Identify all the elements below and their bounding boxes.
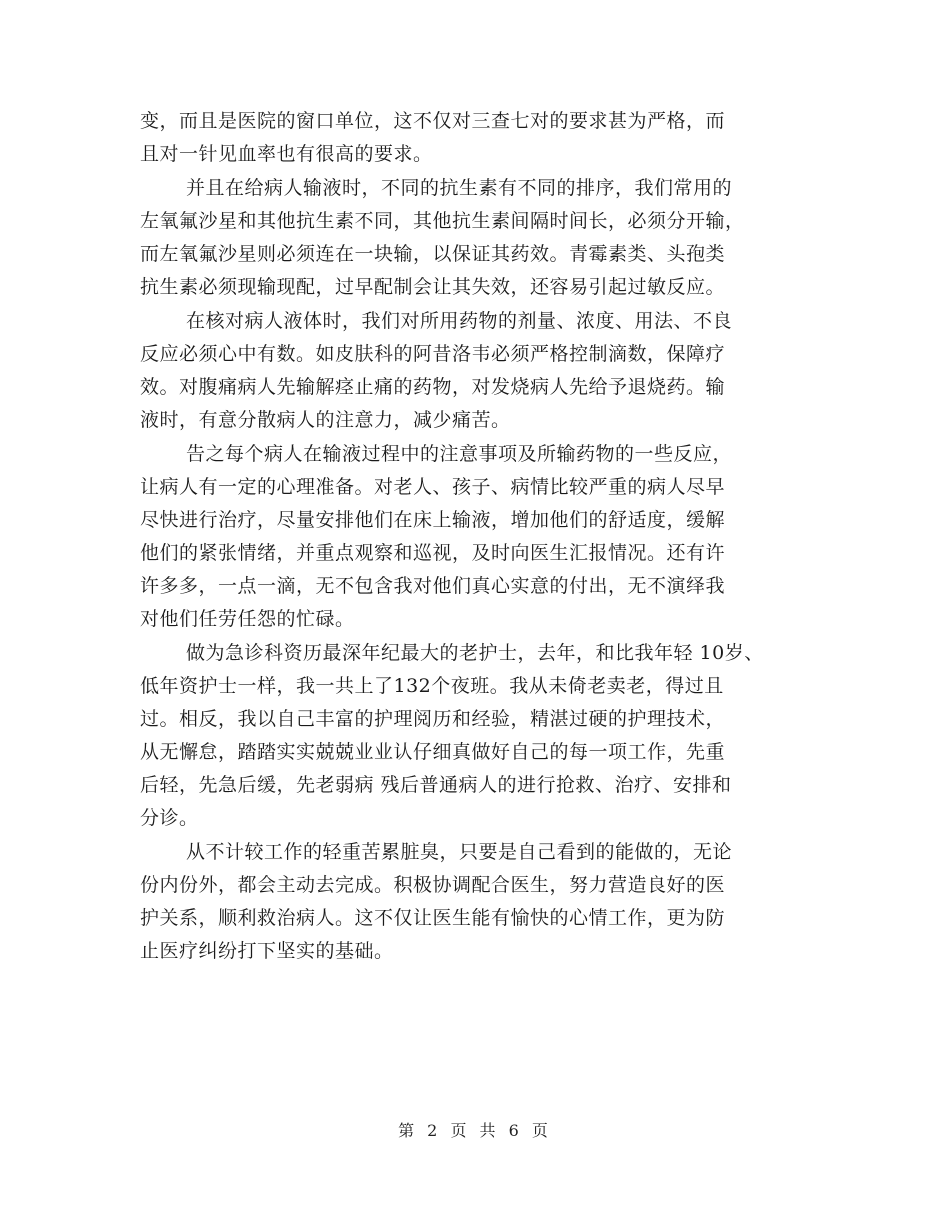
paragraph bbox=[140, 441, 820, 632]
text-line: 尽快进行治疗，尽量安排他们在床上输液，增加他们的舒适度，缓解 bbox=[140, 509, 726, 531]
text-line: 份内份外，都会主动去完成。积极协调配合医生，努力营造良好的医 bbox=[140, 874, 726, 896]
text-line: 过。相反，我以自己丰富的护理阅历和经验，精湛过硬的护理技术， bbox=[140, 708, 726, 730]
paragraph bbox=[140, 175, 820, 300]
text-line: 止医疗纠纷打下坚实的基础。 bbox=[140, 940, 394, 962]
text-line: 让病人有一定的心理准备。对老人、孩子、病情比较严重的病人尽早 bbox=[140, 476, 726, 498]
paragraph bbox=[140, 108, 820, 167]
text-line: 效。对腹痛病人先输解痉止痛的药物，对发烧病人先给予退烧药。输 bbox=[140, 376, 726, 398]
text-line: 且对一针见血率也有很高的要求。 bbox=[140, 143, 433, 165]
text-line: 从无懈怠，踏踏实实兢兢业业认仔细真做好自己的每一项工作，先重 bbox=[140, 741, 726, 763]
text-line: 许多多，一点一滴，无不包含我对他们真心实意的付出，无不演绎我 bbox=[140, 575, 726, 597]
text-line: 告之每个病人在输液过程中的注意事项及所输药物的一些反应， bbox=[186, 443, 733, 465]
text-line: 对他们任劳任怨的忙碌。 bbox=[140, 608, 355, 630]
text-line: 液时，有意分散病人的注意力，减少痛苦。 bbox=[140, 409, 511, 431]
text-line: 反应必须心中有数。如皮肤科的阿昔洛韦必须严格控制滴数，保障疗 bbox=[140, 343, 726, 365]
text-line: 左氧氟沙星和其他抗生素不同，其他抗生素间隔时间长，必须分开输， bbox=[140, 210, 745, 232]
document-body bbox=[140, 108, 820, 972]
text-line: 他们的紧张情绪，并重点观察和巡视，及时向医生汇报情况。还有许 bbox=[140, 542, 726, 564]
text-line: 抗生素必须现输现配，过早配制会让其失效，还容易引起过敏反应。 bbox=[140, 276, 726, 298]
text-line: 分诊。 bbox=[140, 807, 199, 829]
text-line: 做为急诊科资历最深年纪最大的老护士，去年，和比我年轻 10岁、 bbox=[186, 642, 764, 664]
paragraph bbox=[140, 640, 820, 831]
text-line: 后轻，先急后缓，先老弱病 残后普通病人的进行抢救、治疗、安排和 bbox=[140, 774, 732, 796]
text-line: 护关系，顺利救治病人。这不仅让医生能有愉快的心情工作，更为防 bbox=[140, 907, 726, 929]
paragraph bbox=[140, 308, 820, 433]
text-line: 从不计较工作的轻重苦累脏臭，只要是自己看到的能做的，无论 bbox=[186, 841, 733, 863]
text-line: 在核对病人液体时，我们对所用药物的剂量、浓度、用法、不良 bbox=[186, 310, 733, 332]
text-line: 低年资护士一样，我一共上了132个夜班。我从未倚老卖老，得过且 bbox=[140, 675, 724, 697]
text-line: 并且在给病人输液时，不同的抗生素有不同的排序，我们常用的 bbox=[186, 177, 733, 199]
text-line: 而左氧氟沙星则必须连在一块输，以保证其药效。青霉素类、头孢类 bbox=[140, 243, 726, 265]
paragraph bbox=[140, 839, 820, 964]
text-line: 变，而且是医院的窗口单位，这不仅对三查七对的要求甚为严格，而 bbox=[140, 110, 726, 132]
page-footer: 第 2 页 共 6 页 bbox=[398, 1121, 552, 1140]
